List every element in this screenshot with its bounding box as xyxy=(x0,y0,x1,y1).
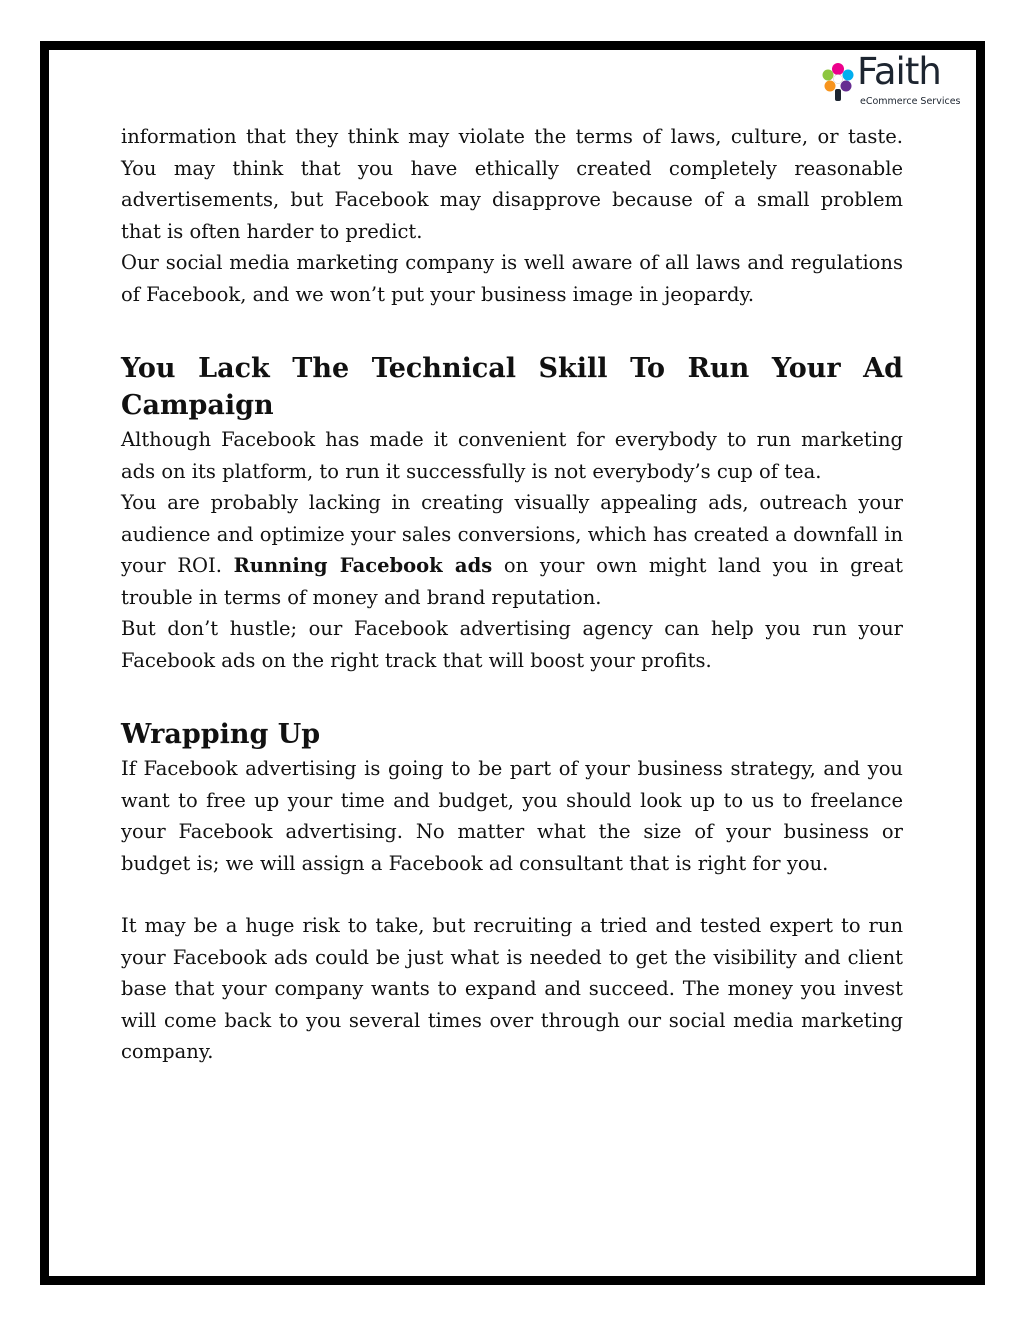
heading-lack-skill: You Lack The Technical Skill To Run Your Ad Campaign xyxy=(121,353,903,421)
paragraph-lack-2 xyxy=(121,487,903,613)
document-body xyxy=(121,121,903,1068)
running-facebook-ads-highlight: Running Facebook ads xyxy=(233,554,493,577)
paragraph-intro-continued: information that they think may violate the terms of laws, culture, or taste. You may think that you have ethically created completely reasonable advertisements, but Facebook may disapprove because of a small problem that is often harder to predict. xyxy=(121,125,903,243)
paragraph-wrap-1: If Facebook advertising is going to be part of your business strategy, and you want to free up your time and budget, you should look up to us to freelance your Facebook advertising. No matter what the size of your business or budget is; we will assign a Facebook ad consultant that is right for you. xyxy=(121,757,903,875)
paragraph-lack-1: Although Facebook has made it convenient for everybody to run marketing ads on its platform, to run it successfully is not everybody’s cup of tea. xyxy=(121,428,903,483)
logo-wordmark: Faith xyxy=(857,50,941,93)
paragraph-lack-2-start: You are probably lacking in creating visually appealing ads, outreach your audience and optimize your sales conversions, which has created a downfall in your ROI. xyxy=(121,491,903,577)
faith-logo xyxy=(820,50,970,108)
logo-tagline: eCommerce Services xyxy=(860,96,961,107)
paragraph-lack-3: But don’t hustle; our Facebook advertising agency can help you run your Facebook ads on the right track that will boost your profits. xyxy=(121,617,903,672)
flower-logo-icon xyxy=(820,58,856,102)
paragraph-wrap-2: It may be a huge risk to take, but recruiting a tried and tested expert to run your Facebook ads could be just what is needed to get the visibility and client base that your company wants to expand and succeed. The money you invest will come back to you several times over through our social media marketing company. xyxy=(121,914,903,1063)
paragraph-lack-2-end: on your own might land you in great trouble in terms of money and brand reputation. xyxy=(121,554,903,609)
heading-wrapping-up: Wrapping Up xyxy=(121,719,321,750)
paragraph-company-aware: Our social media marketing company is well aware of all laws and regulations of Facebook, and we won’t put your business image in jeopardy. xyxy=(121,251,903,306)
paragraph-gap xyxy=(121,879,903,910)
